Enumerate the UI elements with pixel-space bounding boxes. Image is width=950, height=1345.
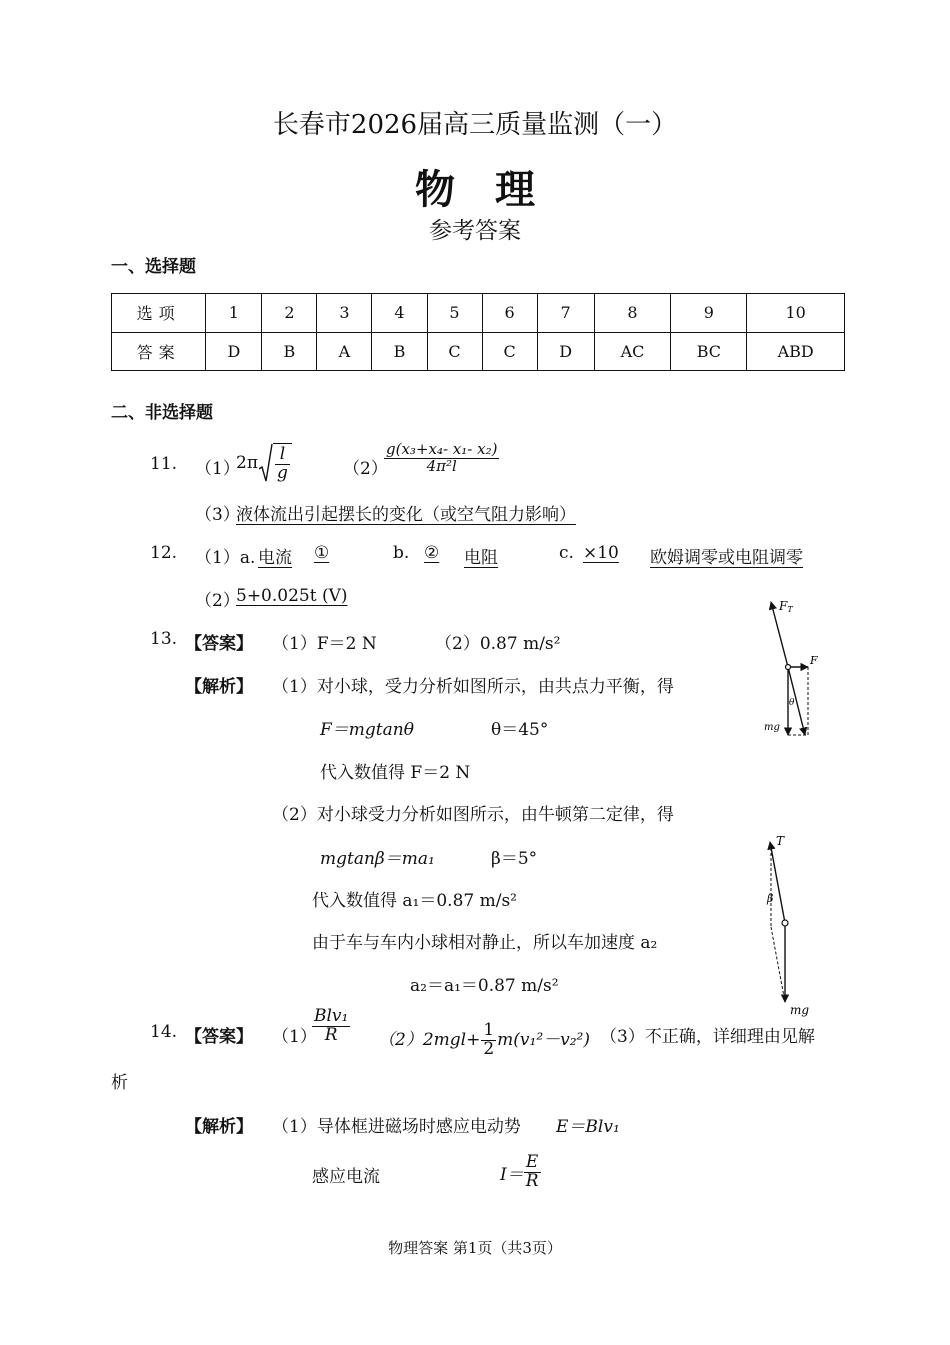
table-row — [112, 294, 845, 333]
fraction-numerator: Blv₁ — [314, 1006, 349, 1026]
q12-b2: 电阻 — [464, 548, 498, 568]
table-row — [112, 332, 845, 371]
q13-number: 13. — [150, 629, 178, 649]
table-cell: 9 — [671, 294, 747, 333]
sqrt-icon — [259, 443, 273, 483]
q13-substitution-1: 代入数值得 F＝2 N — [320, 763, 471, 783]
table-cell: D — [537, 332, 594, 371]
fraction-numerator: l — [275, 446, 290, 465]
q11-part1-label: （1） — [195, 459, 240, 479]
fraction-denominator: R — [324, 1024, 338, 1045]
q14-explain-2: 感应电流 — [312, 1167, 380, 1187]
q13-explain-2: （2）对小球受力分析如图所示，由牛顿第二定律，得 — [272, 805, 674, 825]
table-cell: 10 — [747, 294, 845, 333]
q13-formula-3: mgtanβ＝ma₁ — [320, 849, 435, 869]
mg-label: mg — [764, 722, 780, 733]
q13-result: a₂＝a₁＝0.87 m/s² — [410, 976, 559, 996]
fraction-denominator: g — [277, 463, 288, 483]
q12-b1: ② — [424, 543, 440, 563]
q14-part3-continued: 析 — [111, 1073, 128, 1093]
q14-fraction — [312, 1008, 350, 1045]
table-cell: C — [427, 332, 482, 371]
q11-sqrt-fraction — [273, 443, 292, 483]
q14-number: 14. — [150, 1022, 178, 1042]
q13-explain-tag: 【解析】 — [185, 677, 253, 697]
q14-explain-tag: 【解析】 — [185, 1117, 253, 1137]
q13-formula-1: F＝mgtanθ — [320, 720, 414, 740]
fraction-denominator: 2 — [483, 1038, 495, 1059]
q11-number: 11. — [150, 454, 178, 474]
current-fraction — [524, 1151, 541, 1191]
theta-label: θ — [789, 698, 795, 708]
q11-part1-formula — [236, 440, 292, 486]
q12-a2: ① — [314, 543, 330, 563]
page-footer: 物理答案 第1页（共3页） — [388, 1239, 562, 1257]
q14-part1-label: （1） — [272, 1027, 317, 1047]
q14-current-formula — [500, 1150, 541, 1194]
q11-coef: 2π — [236, 453, 258, 473]
q11-part2-formula — [384, 442, 499, 475]
table-cell: 8 — [594, 294, 671, 333]
fraction-numerator: E — [524, 1154, 541, 1173]
exam-title: 长春市2026届高三质量监测（一） — [272, 110, 678, 140]
ball-icon — [782, 920, 788, 926]
force-diagram-2 — [752, 830, 822, 1020]
q14-emf-formula: E＝Blv₁ — [556, 1117, 620, 1137]
q12-c-label: c. — [559, 543, 574, 563]
table-cell: B — [372, 332, 427, 371]
table-cell: 2 — [262, 294, 317, 333]
fraction-numerator: g(x₃+x₄- x₁- x₂) — [386, 440, 498, 458]
q13-answer-1: （1）F＝2 N — [272, 634, 377, 654]
t-label: T — [776, 834, 785, 848]
q11-part3-answer: 液体流出引起摆长的变化（或空气阻力影响） — [236, 505, 576, 525]
q12-number: 12. — [150, 543, 178, 563]
q12-a1: 电流 — [258, 548, 292, 568]
q14-answer-tag: 【答案】 — [185, 1027, 253, 1047]
q14-part2-rest: m(v₁²－v₂²) — [497, 1029, 591, 1050]
q14-part3: （3）不正确，详细理由见解 — [600, 1027, 815, 1047]
tension-arrow — [770, 842, 785, 923]
q13-explain-3: 由于车与车内小球相对静止，所以车加速度 a₂ — [312, 933, 658, 953]
q13-formula-4: β＝5° — [491, 849, 538, 869]
answer-subtitle: 参考答案 — [429, 218, 521, 244]
table-cell: 4 — [372, 294, 427, 333]
q14-explain-1: （1）导体框进磁场时感应电动势 — [272, 1117, 521, 1137]
table-cell: AC — [594, 332, 671, 371]
formula-lhs: I＝ — [500, 1164, 524, 1185]
half-fraction — [481, 1022, 496, 1059]
table-cell: ABD — [747, 332, 845, 371]
q12-b-label: b. — [393, 543, 410, 563]
table-cell: A — [317, 332, 372, 371]
answer-table — [111, 293, 845, 371]
table-cell: 6 — [482, 294, 537, 333]
beta-label: β — [767, 892, 774, 905]
q14-part1-formula — [312, 1008, 350, 1045]
dashed-line — [771, 927, 785, 1002]
q12-c2: 欧姆调零或电阻调零 — [650, 548, 803, 568]
q12-part1-label: （1）a. — [195, 548, 256, 568]
section-2-heading: 二、非选择题 — [111, 403, 213, 423]
q11-part2-label: （2） — [343, 459, 388, 479]
ball-icon — [786, 665, 791, 670]
table-cell: BC — [671, 332, 747, 371]
table-cell: B — [262, 332, 317, 371]
table-cell: D — [206, 332, 262, 371]
q14-part2-lead: （2）2mgl+ — [378, 1029, 481, 1050]
ft-label: FT — [779, 599, 793, 614]
fraction-denominator: 4π²l — [426, 456, 457, 475]
q13-substitution-2: 代入数值得 a₁＝0.87 m/s² — [312, 891, 517, 911]
mg-label: mg — [790, 1003, 810, 1017]
q13-answer-tag: 【答案】 — [185, 634, 253, 654]
fraction-denominator: R — [525, 1170, 539, 1191]
force-diagram-1 — [750, 590, 830, 740]
table-cell: C — [482, 332, 537, 371]
row-label: 选项 — [112, 294, 206, 333]
q14-part2-formula — [378, 1022, 590, 1059]
q12-c1: ×10 — [583, 543, 619, 563]
table-cell: 3 — [317, 294, 372, 333]
table-cell: 1 — [206, 294, 262, 333]
q11-part2-fraction — [384, 442, 499, 475]
q13-formula-2: θ＝45° — [491, 720, 549, 740]
f-label: F — [810, 654, 818, 667]
section-1-heading: 一、选择题 — [111, 257, 196, 277]
q12-part2-label: （2） — [195, 591, 240, 611]
q11-part3-label: （3） — [195, 505, 240, 525]
row-label: 答案 — [112, 332, 206, 371]
table-cell: 7 — [537, 294, 594, 333]
q13-explain-1: （1）对小球，受力分析如图所示，由共点力平衡，得 — [272, 677, 674, 697]
q12-part2-answer: 5+0.025t (V) — [236, 586, 348, 606]
table-cell: 5 — [427, 294, 482, 333]
subject-title: 物理 — [415, 166, 575, 213]
fraction-numerator: 1 — [483, 1020, 495, 1040]
q13-answer-2: （2）0.87 m/s² — [435, 634, 561, 654]
